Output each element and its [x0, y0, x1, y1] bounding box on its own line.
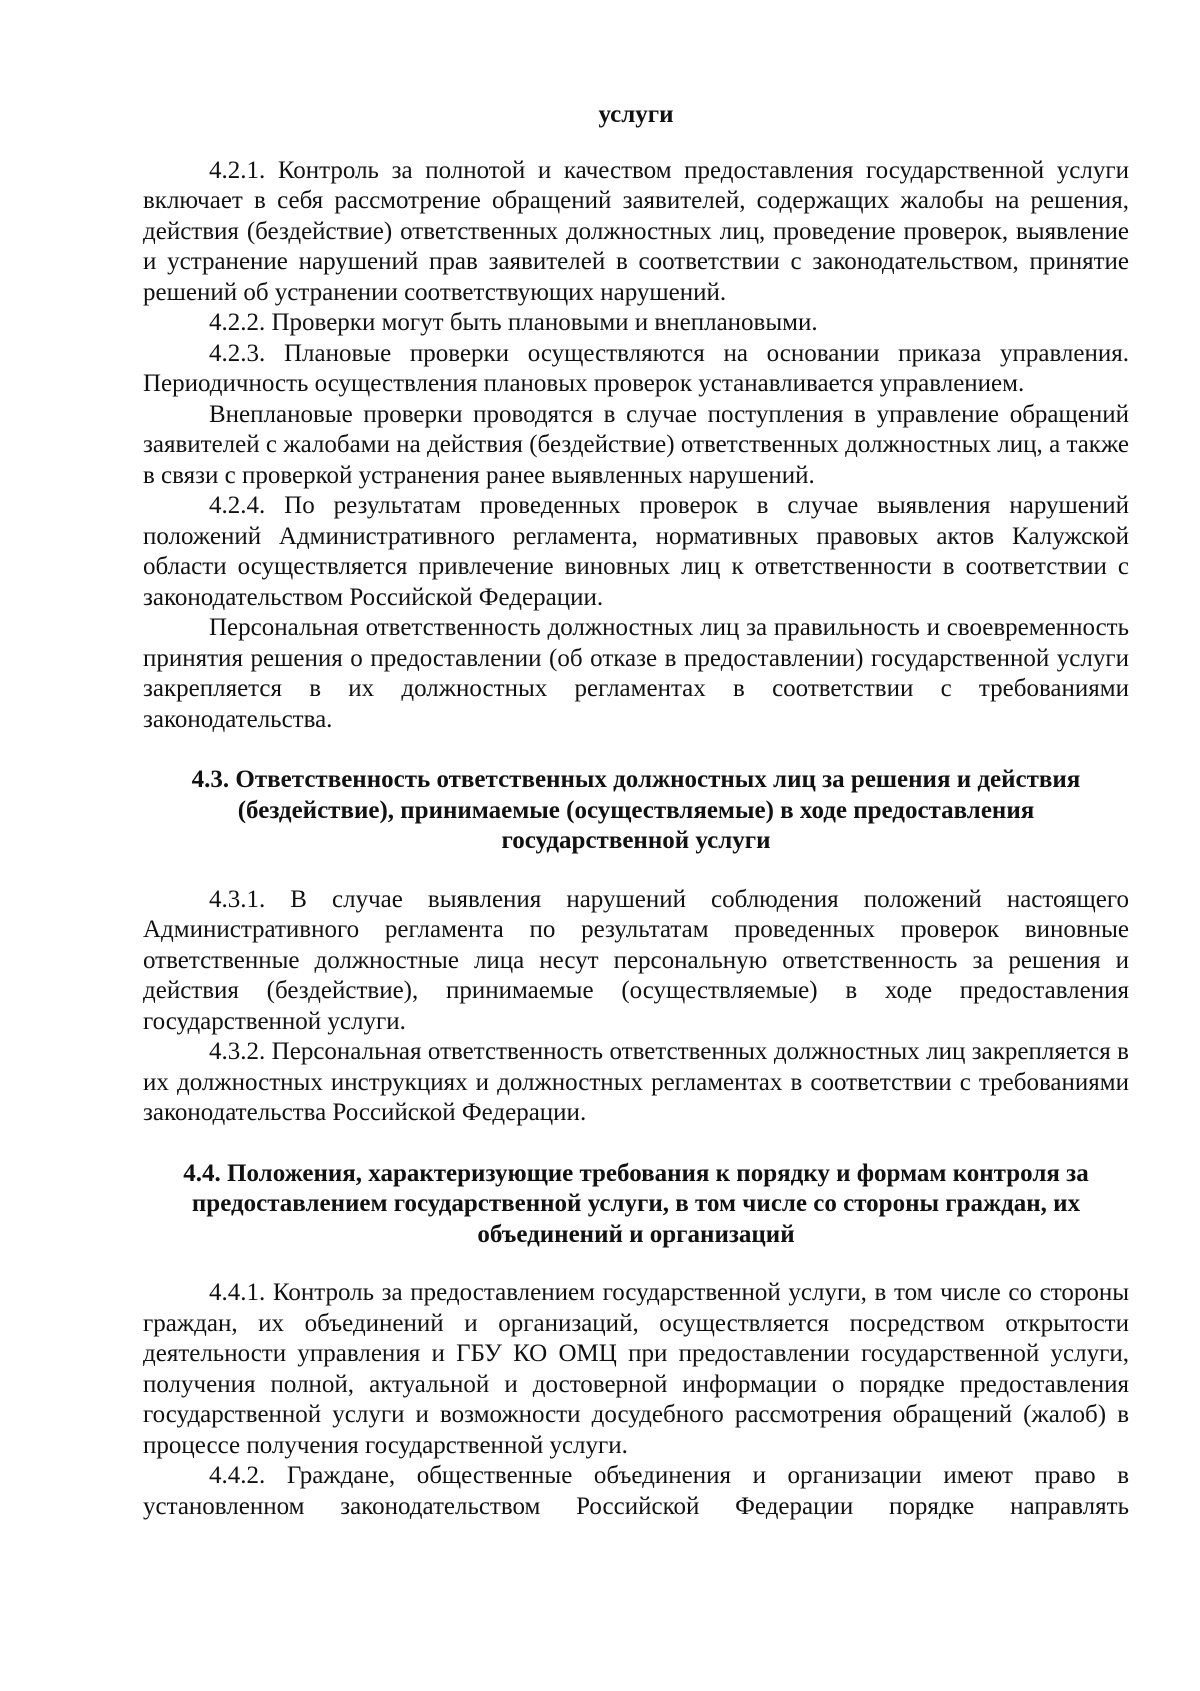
paragraph-personal-responsibility: Персональная ответственность должностных лиц за правильность и своевременность принятия решения о предоставлении (об отказе в предоставлении) государственной услуги закрепляется в их должностных регламентах в соответствии с требованиями законодательства. [143, 614, 1129, 733]
paragraph-4-2-3: 4.2.3. Плановые проверки осуществляются на основании приказа управления. Периодичность осуществления плановых проверок устанавливается управлением. [143, 339, 1129, 397]
section-heading-4-3: 4.3. Ответственность ответственных должностных лиц за решения и действия (бездействие), принимаемые (осуществляемые) в ходе предоставления государственной услуги [191, 766, 1081, 854]
document-page [143, 100, 1129, 1522]
paragraph-4-3-2: 4.3.2. Персональная ответственность ответственных должностных лиц закрепляется в их должностных инструкциях и должностных регламентах в соответствии с требованиями законодательства Российской Федерации. [143, 1038, 1129, 1126]
section-heading-4-4: 4.4. Положения, характеризующие требования к порядку и формам контроля за предоставлением государственной услуги, в том числе со стороны граждан, их объединений и организаций [183, 1159, 1089, 1248]
paragraph-4-2-4: 4.2.4. По результатам проведенных проверок в случае выявления нарушений положений Административного регламента, нормативных правовых актов Калужской области осуществляется привлечение виновных лиц к ответственности в соответствии с законодательством Российской Федерации. [143, 492, 1129, 611]
paragraph-4-4-1: 4.4.1. Контроль за предоставлением государственной услуги, в том числе со стороны граждан, их объединений и организаций, осуществляется посредством открытости деятельности управления и ГБУ КО ОМЦ при предоставлении государственной услуги, получения полной, актуальной и достоверной информации о порядке предоставления государственной услуги и возможности досудебного рассмотрения обращений (жалоб) в процессе получения государственной услуги. [143, 1279, 1129, 1459]
paragraph-4-2-2: 4.2.2. Проверки могут быть плановыми и внеплановыми. [209, 309, 818, 336]
top-heading: услуги [598, 101, 674, 128]
paragraph-4-3-1: 4.3.1. В случае выявления нарушений соблюдения положений настоящего Административного регламента по результатам проведенных проверок виновные ответственные должностные лица несут персональную ответственность за решения и действия (бездействие), принимаемые (осуществляемые) в ходе предоставления государственной услуги. [143, 885, 1129, 1035]
paragraph-unscheduled-checks: Внеплановые проверки проводятся в случае поступления в управление обращений заявителей с жалобами на действия (бездействие) ответственных должностных лиц, а также в связи с проверкой устранения ранее выявленных нарушений. [143, 400, 1129, 489]
paragraph-4-4-2: 4.4.2. Граждане, общественные объединения и организации имеют право в установленном законодательством Российской Федерации порядке направлять [143, 1462, 1129, 1520]
paragraph-4-2-1: 4.2.1. Контроль за полнотой и качеством предоставления государственной услуги включает в себя рассмотрение обращений заявителей, содержащих жалобы на решения, действия (бездействие) ответственных должностных лиц, проведение проверок, выявление и устранение нарушений прав заявителей в соответствии с законодательством, принятие решений об устранении соответствующих нарушений. [143, 156, 1129, 306]
